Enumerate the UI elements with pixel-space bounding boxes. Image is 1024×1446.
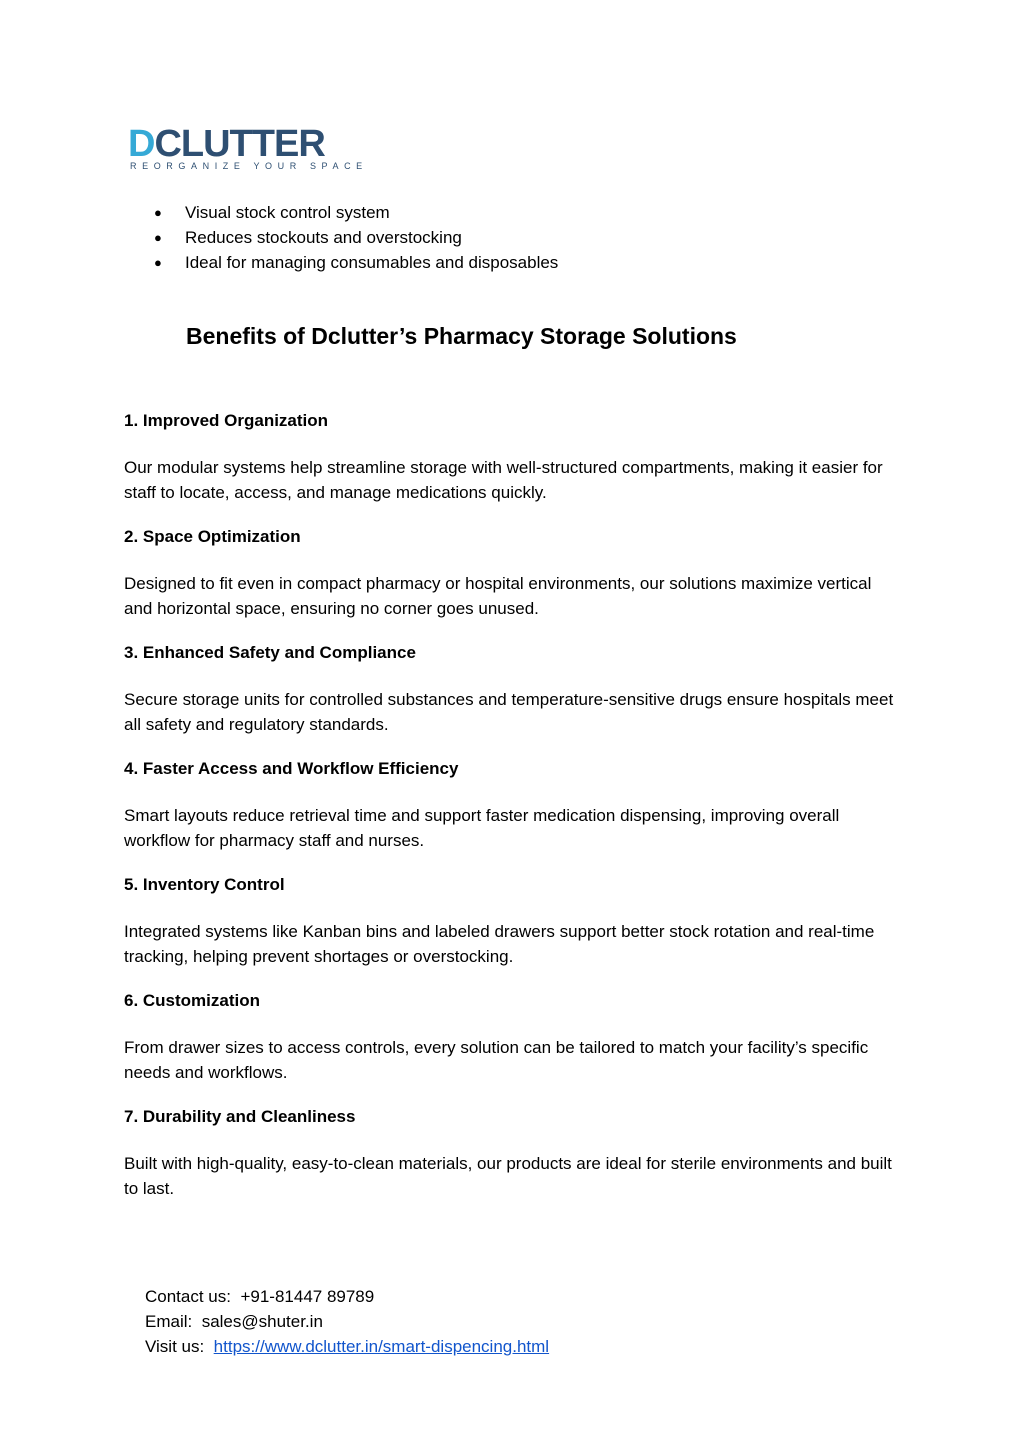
benefit-section-customization [124, 989, 904, 1085]
section-body: Built with high-quality, easy-to-clean materials, our products are ideal for sterile environments and built to last. [124, 1154, 892, 1198]
bullet-icon: ● [154, 255, 162, 270]
benefit-section-safety [124, 641, 904, 737]
section-body: Smart layouts reduce retrieval time and support faster medication dispensing, improving overall workflow for pharmacy staff and nurses. [124, 806, 840, 850]
logo-rest-letters: CLUTTER [154, 123, 325, 165]
logo-first-letter: D [128, 123, 155, 165]
bullet-text: Ideal for managing consumables and disposables [185, 253, 559, 272]
bullet-icon: ● [154, 205, 162, 220]
section-body: From drawer sizes to access controls, every solution can be tailored to match your facility’s specific needs and workflows. [124, 1038, 869, 1082]
section-body: Designed to fit even in compact pharmacy or hospital environments, our solutions maximize vertical and horizontal space, ensuring no corner goes unused. [124, 574, 872, 618]
section-title: 5. Inventory Control [124, 875, 285, 894]
benefit-section-access [124, 757, 904, 853]
dclutter-logo [128, 123, 368, 172]
visit-label: Visit us: [145, 1337, 205, 1356]
section-title: 2. Space Optimization [124, 527, 301, 546]
section-body: Secure storage units for controlled substances and temperature-sensitive drugs ensure hospitals meet all safety and regulatory standards. [124, 690, 894, 734]
section-title: 4. Faster Access and Workflow Efficiency [124, 759, 459, 778]
contact-email-row [145, 1309, 549, 1334]
contact-visit-row [145, 1334, 549, 1359]
benefit-section-inventory [124, 873, 904, 969]
bullet-icon: ● [154, 230, 162, 245]
phone-number: +91-81447 89789 [240, 1287, 375, 1306]
benefit-section-durability [124, 1105, 904, 1201]
section-title: 6. Customization [124, 991, 261, 1010]
logo-wordmark [128, 124, 325, 164]
bullet-text: Reduces stockouts and overstocking [185, 228, 462, 247]
phone-label: Contact us: [145, 1287, 231, 1306]
website-link[interactable]: https://www.dclutter.in/smart-dispencing.html [213, 1337, 550, 1356]
contact-phone-row [145, 1284, 549, 1309]
page-heading: Benefits of Dclutter’s Pharmacy Storage Solutions [186, 323, 737, 349]
email-address: sales@shuter.in [201, 1312, 323, 1331]
section-title: 7. Durability and Cleanliness [124, 1107, 356, 1126]
email-label: Email: [145, 1312, 193, 1331]
section-body: Our modular systems help streamline storage with well-structured compartments, making it easier for staff to locate, access, and manage medications quickly. [124, 458, 883, 502]
benefit-section-organization [124, 409, 904, 505]
section-title: 3. Enhanced Safety and Compliance [124, 643, 416, 662]
section-title: 1. Improved Organization [124, 411, 329, 430]
section-body: Integrated systems like Kanban bins and labeled drawers support better stock rotation and real-time tracking, helping prevent shortages or overstocking. [124, 922, 875, 966]
logo-tagline: REORGANIZE YOUR SPACE [130, 161, 368, 171]
benefit-section-space [124, 525, 904, 621]
bullet-text: Visual stock control system [185, 203, 390, 222]
contact-block [145, 1284, 549, 1359]
